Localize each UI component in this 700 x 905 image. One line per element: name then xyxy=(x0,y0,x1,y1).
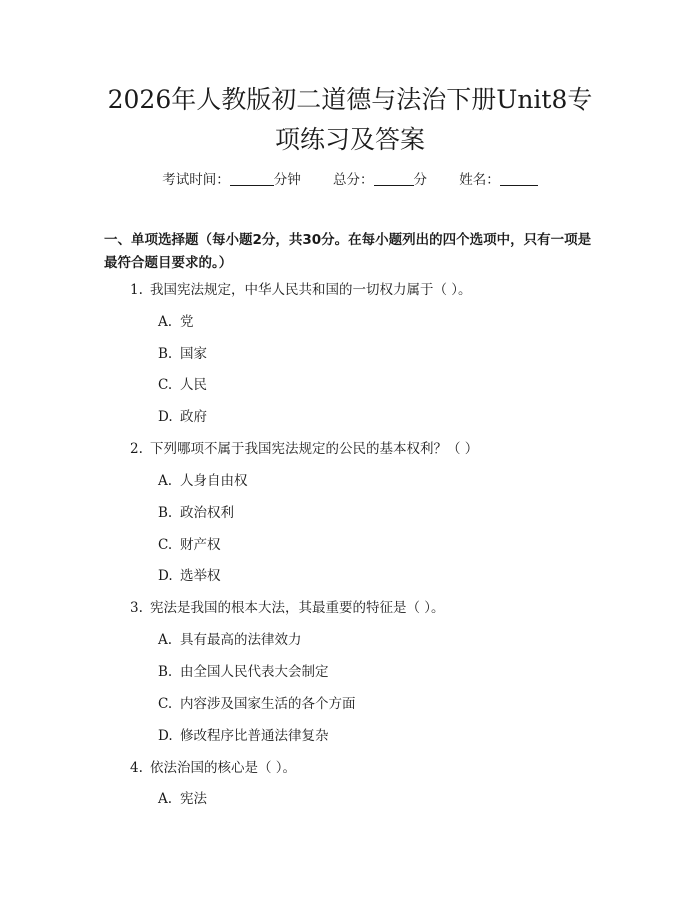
option-letter: C. xyxy=(158,696,173,712)
option-letter: B. xyxy=(158,664,173,680)
question-number: 4. xyxy=(130,760,143,776)
question-text: 依法治国的核心是（ ）。 xyxy=(150,760,297,776)
total-score-label: 总分： xyxy=(333,172,374,188)
question-2-option-d xyxy=(158,567,221,585)
option-text: 选举权 xyxy=(180,568,221,584)
option-letter: B. xyxy=(158,505,173,521)
question-number: 3. xyxy=(130,600,143,616)
exam-time-unit: 分钟 xyxy=(273,172,301,188)
option-text: 财产权 xyxy=(180,537,221,553)
question-number: 1. xyxy=(130,282,143,298)
option-text: 人民 xyxy=(180,377,207,393)
question-3-option-c xyxy=(158,695,356,713)
option-letter: C. xyxy=(158,377,173,393)
option-letter: D. xyxy=(158,409,173,425)
question-2-option-a xyxy=(158,472,248,490)
total-score-field xyxy=(333,168,427,188)
option-text: 具有最高的法律效力 xyxy=(180,632,302,648)
section-heading-single-choice: 一、单项选择题（每小题2分，共30分。在每小题列出的四个选项中，只有一项是最符合题目要求的。） xyxy=(104,232,592,271)
option-letter: B. xyxy=(158,346,173,362)
total-score-unit: 分 xyxy=(413,172,427,188)
question-3-option-d xyxy=(158,727,329,745)
option-text: 党 xyxy=(180,314,194,330)
question-text: 我国宪法规定，中华人民共和国的一切权力属于（ ）。 xyxy=(150,282,472,298)
option-text: 修改程序比普通法律复杂 xyxy=(180,728,329,744)
option-text: 宪法 xyxy=(180,791,207,807)
option-letter: A. xyxy=(158,632,173,648)
question-4 xyxy=(130,759,296,777)
title-line-2: 项练习及答案 xyxy=(274,125,425,154)
question-1 xyxy=(130,281,472,299)
student-name-field xyxy=(459,168,538,188)
question-1-option-b xyxy=(158,345,207,363)
option-letter: D. xyxy=(158,568,173,584)
question-number: 2. xyxy=(130,441,143,457)
question-1-option-d xyxy=(158,408,207,426)
exam-time-label: 考试时间： xyxy=(162,172,230,188)
question-2-option-c xyxy=(158,536,221,554)
option-letter: A. xyxy=(158,473,173,489)
option-letter: D. xyxy=(158,728,173,744)
exam-meta-line xyxy=(0,168,700,188)
option-text: 由全国人民代表大会制定 xyxy=(180,664,329,680)
student-name-blank xyxy=(500,171,538,186)
question-1-option-a xyxy=(158,313,194,331)
question-4-option-a xyxy=(158,790,207,808)
option-text: 政治权利 xyxy=(180,505,234,521)
question-text: 宪法是我国的根本大法，其最重要的特征是（ ）。 xyxy=(150,600,445,616)
student-name-label: 姓名： xyxy=(459,172,500,188)
question-3 xyxy=(130,599,445,617)
question-2-option-b xyxy=(158,504,234,522)
question-1-option-c xyxy=(158,376,207,394)
document-title xyxy=(60,80,640,160)
option-text: 内容涉及国家生活的各个方面 xyxy=(180,696,356,712)
option-text: 国家 xyxy=(180,346,207,362)
total-score-blank xyxy=(374,171,414,186)
exam-time-field xyxy=(162,168,301,188)
option-letter: A. xyxy=(158,314,173,330)
exam-time-blank xyxy=(230,171,274,186)
option-letter: C. xyxy=(158,537,173,553)
question-2 xyxy=(130,440,478,458)
option-letter: A. xyxy=(158,791,173,807)
option-text: 政府 xyxy=(180,409,207,425)
question-text: 下列哪项不属于我国宪法规定的公民的基本权利？（ ） xyxy=(150,441,479,457)
title-line-1: 2026年人教版初二道德与法治下册Unit8专 xyxy=(107,85,593,114)
question-3-option-a xyxy=(158,631,302,649)
question-3-option-b xyxy=(158,663,329,681)
option-text: 人身自由权 xyxy=(180,473,248,489)
